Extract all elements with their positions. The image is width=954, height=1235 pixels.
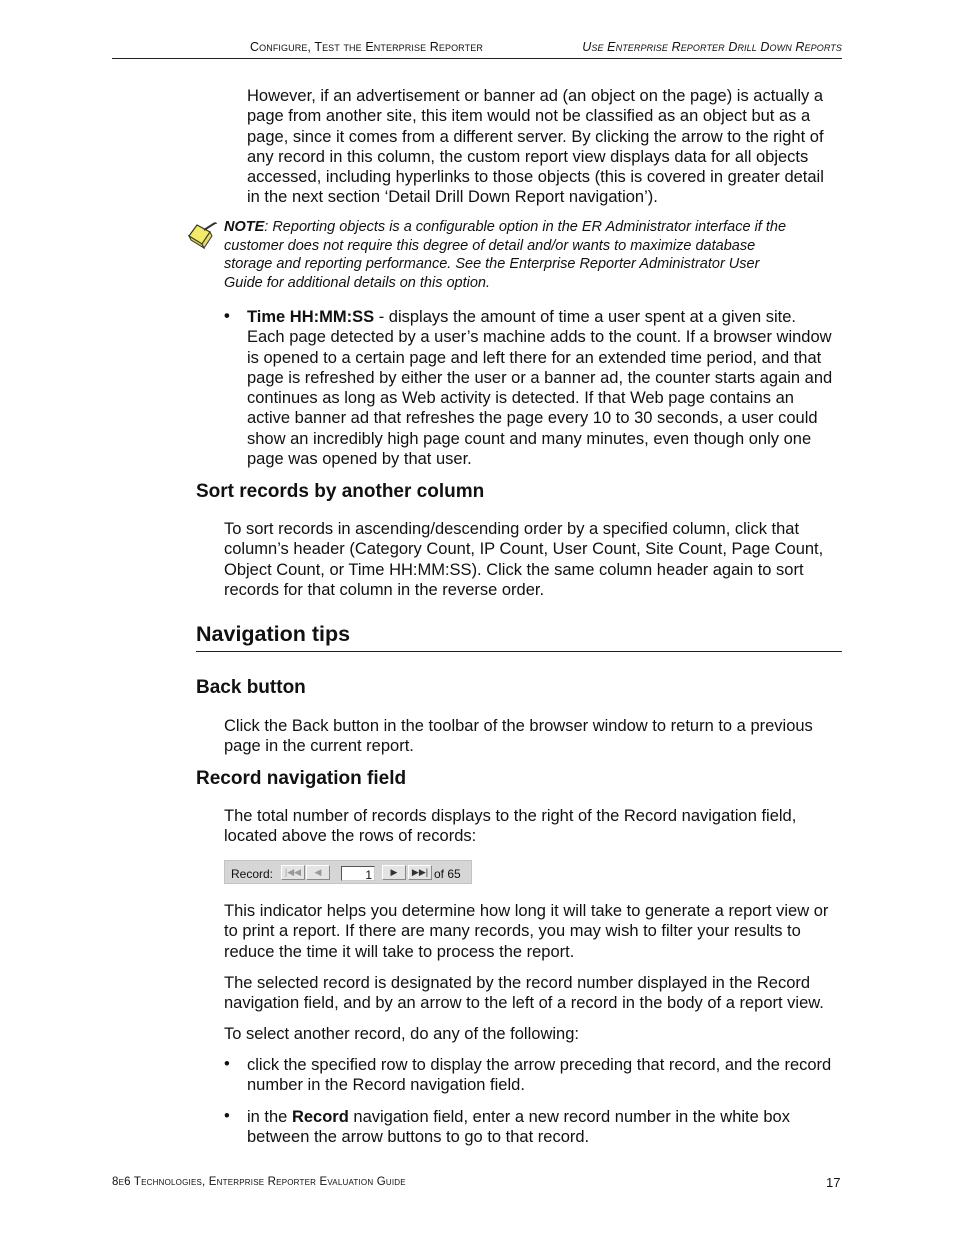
text-line: page in the current report. [224, 737, 414, 756]
last-record-button[interactable]: ▶▶| [408, 865, 432, 880]
text-line: page from another site, this item would not be classified as an object but as a [247, 107, 811, 126]
text-line: The selected record is designated by the record number displayed in the Record [224, 974, 811, 992]
selected-record-paragraph [224, 973, 849, 1014]
text-line: The total number of records displays to the right of the Record navigation field, [224, 807, 797, 825]
text-line: page was opened by that user. [247, 450, 472, 469]
text-line: column’s header (Category Count, IP Count, User Count, Site Count, Page Count, [224, 540, 824, 559]
bullet-marker: • [224, 1107, 230, 1125]
sort-paragraph [224, 519, 844, 600]
list-item [247, 1107, 847, 1148]
text-line: is opened to a certain page and left there for an extended time period, and that [247, 348, 822, 367]
text-line: navigation field, and by an arrow to the left of a record in the body of a report view. [224, 994, 824, 1013]
text-line: accessed, including hyperlinks to those objects (this is covered in greater detail [247, 168, 824, 187]
text-line: between the arrow buttons to go to that record. [247, 1128, 590, 1147]
section-heading-navigation-tips: Navigation tips [196, 622, 351, 646]
text-line: located above the rows of records: [224, 827, 477, 846]
text-line: To sort records in ascending/descending order by a specified column, click that [224, 520, 800, 538]
text-line: number in the Record navigation field. [247, 1076, 525, 1095]
text-line: Each page detected by a user’s machine adds to the count. If a browser window [247, 328, 832, 347]
text-line: : Reporting objects is a configurable option in the ER Administrator interface if the [264, 219, 787, 235]
record-total: of 65 [434, 867, 461, 881]
note-block [224, 218, 844, 292]
text-run: in the [247, 1108, 292, 1126]
list-item [247, 1055, 847, 1096]
heading-rule [196, 651, 842, 652]
section-heading-sort: Sort records by another column [196, 481, 485, 502]
text-line: reduce the time it will take to process the report. [224, 942, 575, 961]
header-section: Use Enterprise Reporter Drill Down Reports [582, 40, 842, 54]
first-record-button[interactable]: |◀◀ [281, 865, 305, 880]
text-line: page is refreshed by either the user or a banner ad, the counter starts again and [247, 368, 833, 387]
footer-title: 8e6 Technologies, Enterprise Reporter Evaluation Guide [112, 1176, 406, 1188]
record-navigation-field [224, 860, 472, 884]
section-heading-record-navigation: Record navigation field [196, 768, 407, 789]
text-line: storage and reporting performance. See the Enterprise Reporter Administrator User [224, 256, 760, 272]
previous-record-button[interactable]: ◀ [306, 865, 330, 880]
bullet-term: Time HH:MM:SS [247, 308, 375, 326]
bullet-marker: • [224, 307, 230, 325]
text-line: Guide for additional details on this option. [224, 274, 491, 291]
text-line: click the specified row to display the arrow preceding that record, and the record [247, 1056, 832, 1074]
text-line: customer does not require this degree of detail and/or wants to maximize database [224, 237, 756, 254]
text-line: to print a report. If there are many records, you may wish to filter your results to [224, 922, 801, 941]
text-line: page, since it comes from a different server. By clicking the arrow to the right of [247, 127, 824, 146]
back-paragraph [224, 716, 844, 757]
text-run: navigation field, enter a new record number in the white box [348, 1108, 790, 1126]
next-record-button[interactable]: ▶ [382, 865, 406, 880]
record-intro-paragraph [224, 806, 844, 847]
text-line: active banner ad that refreshes the page every 10 to 30 seconds, a user could [247, 409, 818, 428]
text-line: Click the Back button in the toolbar of the browser window to return to a previous [224, 717, 813, 735]
record-label: Record: [231, 867, 274, 881]
time-bullet [247, 307, 847, 469]
record-number-input[interactable]: 1 [341, 866, 375, 881]
note-label: NOTE [224, 219, 265, 235]
text-line: in the next section ‘Detail Drill Down Report navigation’). [247, 188, 658, 207]
select-another-paragraph: To select another record, do any of the following: [224, 1025, 579, 1043]
header-chapter: Configure, Test the Enterprise Reporter [250, 40, 483, 54]
text-line: However, if an advertisement or banner ad (an object on the page) is actually a [247, 87, 824, 105]
text-line: - displays the amount of time a user spent at a given site. [374, 308, 797, 326]
text-line: show an incredibly high page count and many minutes, even though only one [247, 429, 812, 448]
text-line: Object Count, or Time HH:MM:SS). Click the same column header again to sort [224, 560, 804, 579]
running-header [112, 40, 842, 59]
text-line: any record in this column, the custom report view displays data for all objects [247, 147, 809, 166]
indicator-paragraph [224, 901, 844, 962]
note-pad-icon [186, 222, 218, 252]
bold-term: Record [291, 1108, 349, 1126]
text-line: This indicator helps you determine how long it will take to generate a report view or [224, 902, 829, 920]
text-line: continues as long as Web activity is detected. If that Web page contains an [247, 389, 794, 408]
page-number: 17 [826, 1175, 841, 1190]
bullet-marker: • [224, 1055, 230, 1073]
intro-paragraph [247, 86, 847, 208]
text-line: records for that column in the reverse order. [224, 580, 545, 599]
section-heading-back-button: Back button [196, 677, 306, 698]
